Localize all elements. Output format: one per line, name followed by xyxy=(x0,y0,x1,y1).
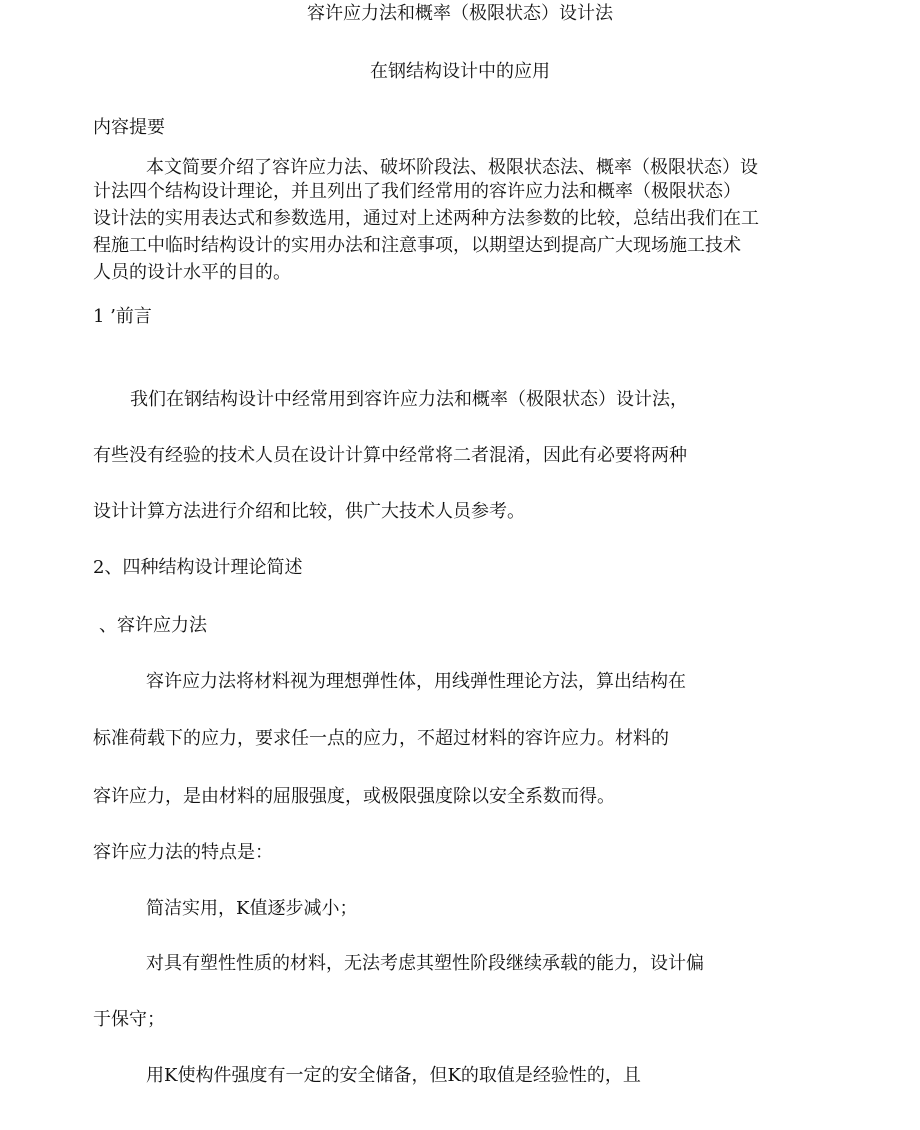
paragraph-line: 设计计算方法进行介绍和比较，供广大技术人员参考。 xyxy=(93,501,525,522)
document-subtitle: 在钢结构设计中的应用 xyxy=(370,61,550,82)
features-heading: 容许应力法的特点是： xyxy=(93,842,273,863)
paragraph-line: 标准荷载下的应力，要求任一点的应力，不超过材料的容许应力。材料的 xyxy=(93,728,669,749)
feature-line: 于保守； xyxy=(93,1009,165,1030)
paragraph-line: 容许应力，是由材料的屈服强度，或极限强度除以安全系数而得。 xyxy=(93,786,615,807)
subsection-heading: 、容许应力法 xyxy=(99,615,207,636)
abstract-heading: 内容提要 xyxy=(93,117,165,138)
feature-line: 对具有塑性性质的材料，无法考虑其塑性阶段继续承载的能力，设计偏 xyxy=(146,953,704,974)
abstract-line: 人员的设计水平的目的。 xyxy=(93,262,291,283)
abstract-line: 本文简要介绍了容许应力法、破坏阶段法、极限状态法、概率（极限状态）设 xyxy=(146,157,758,178)
abstract-line: 程施工中临时结构设计的实用办法和注意事项，以期望达到提高广大现场施工技术 xyxy=(93,235,741,256)
section-heading: 1 ’前言 xyxy=(93,306,152,327)
feature-line: 简洁实用，K值逐步减小； xyxy=(146,898,358,919)
abstract-line: 计法四个结构设计理论，并且列出了我们经常用的容许应力法和概率（极限状态） xyxy=(93,181,741,202)
document-title: 容许应力法和概率（极限状态）设计法 xyxy=(307,3,613,24)
section-heading: 2、四种结构设计理论简述 xyxy=(93,557,303,578)
paragraph-line: 有些没有经验的技术人员在设计计算中经常将二者混淆，因此有必要将两种 xyxy=(93,445,687,466)
abstract-line: 设计法的实用表达式和参数选用，通过对上述两种方法参数的比较，总结出我们在工 xyxy=(93,208,759,229)
feature-line: 用K使构件强度有一定的安全储备，但K的取值是经验性的，且 xyxy=(146,1065,641,1086)
paragraph-line: 容许应力法将材料视为理想弹性体，用线弹性理论方法，算出结构在 xyxy=(146,671,686,692)
paragraph-line: 我们在钢结构设计中经常用到容许应力法和概率（极限状态）设计法， xyxy=(130,389,688,410)
